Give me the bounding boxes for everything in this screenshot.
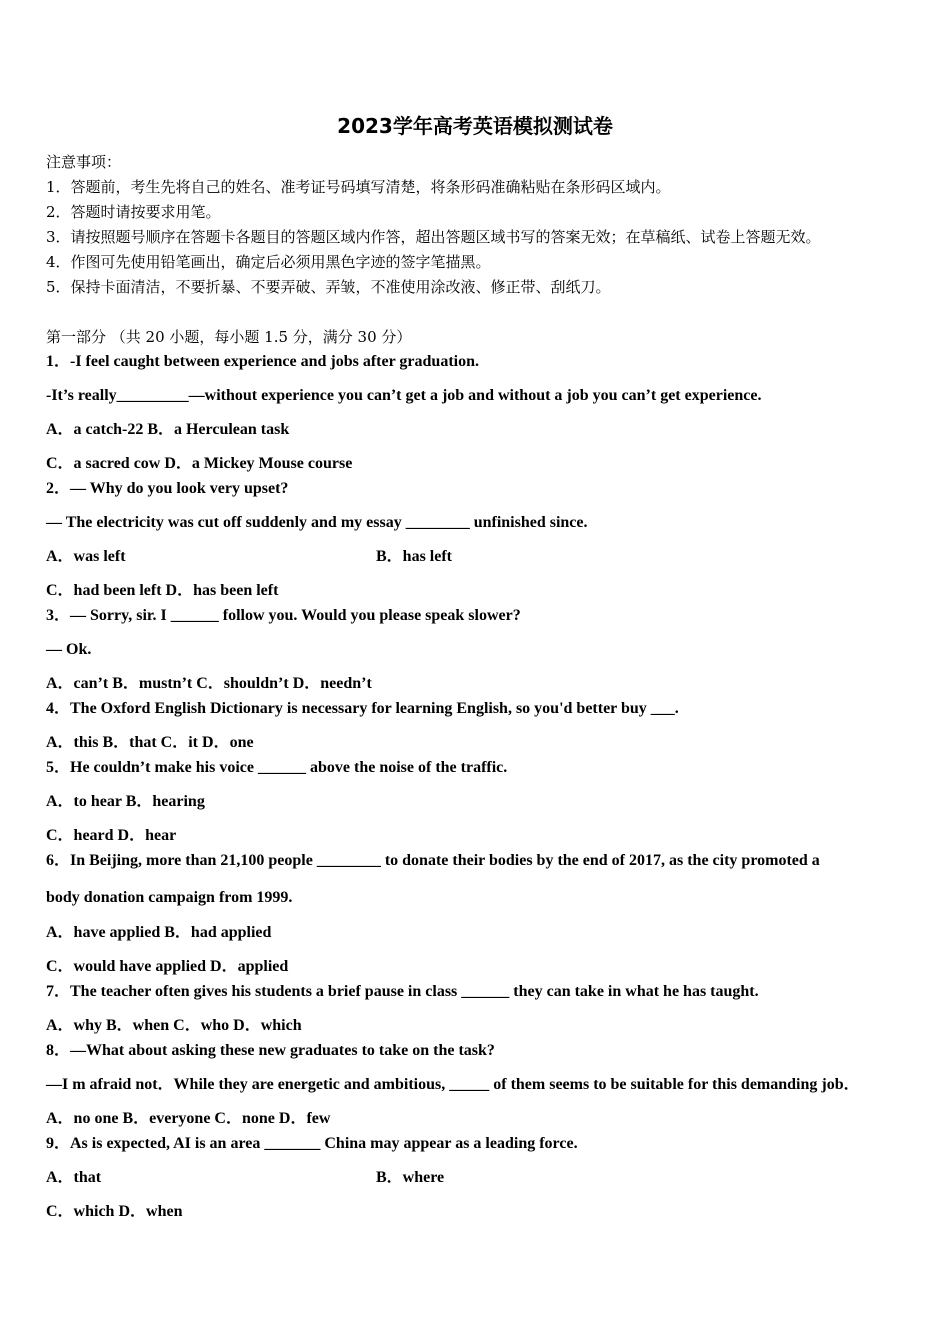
question-7-options: A．why B．when C．who D．which [46, 1017, 302, 1034]
notice-item: 5．保持卡面清洁，不要折暴、不要弄破、弄皱，不准使用涂改液、修正带、刮纸刀。 [46, 278, 611, 296]
question-6-line: body donation campaign from 1999. [46, 889, 293, 906]
question-8-line: —I m afraid not．While they are energetic and ambitious, _____ of them seems to be suitable for this demanding job． [46, 1076, 860, 1093]
question-6-options: A．have applied B．had applied [46, 924, 272, 941]
notice-item: 2．答题时请按要求用笔。 [46, 203, 221, 221]
question-1-options: A．a catch-22 B．a Herculean task [46, 421, 290, 438]
question-2-options: C．had been left D．has been left [46, 582, 279, 599]
question-9-option-b: B．where [376, 1169, 445, 1186]
page-title: 2023学年高考英语模拟测试卷 [337, 114, 613, 138]
question-3-options: A．can’t B．mustn’t C．shouldn’t D．needn’t [46, 675, 372, 692]
question-9-option-a: A．that [46, 1169, 102, 1186]
question-3-line: — Ok. [46, 641, 92, 658]
notice-item: 3．请按照题号顺序在答题卡各题目的答题区域内作答，超出答题区域书写的答案无效；在草稿纸、试卷上答题无效。 [46, 228, 821, 246]
question-4-stem: 4．The Oxford English Dictionary is necessary for learning English, so you'd better buy ___. [46, 700, 679, 717]
question-1-stem: 1．-I feel caught between experience and jobs after graduation. [46, 353, 479, 370]
question-2-line: — The electricity was cut off suddenly and my essay ________ unfinished since. [46, 514, 588, 531]
question-2-option-a: A．was left [46, 548, 126, 565]
question-7-stem: 7．The teacher often gives his students a brief pause in class ______ they can take in what he has taught. [46, 983, 759, 1000]
question-9-stem: 9．As is expected, AI is an area _______ China may appear as a leading force. [46, 1135, 578, 1152]
notice-heading: 注意事项： [46, 153, 122, 171]
question-3-stem: 3．— Sorry, sir. I ______ follow you. Would you please speak slower? [46, 607, 521, 624]
question-2-stem: 2．— Why do you look very upset? [46, 480, 289, 497]
section-heading: 第一部分 （共 20 小题，每小题 1.5 分，满分 30 分） [46, 328, 412, 346]
question-8-stem: 8．—What about asking these new graduates to take on the task? [46, 1042, 495, 1059]
question-5-stem: 5．He couldn’t make his voice ______ above the noise of the traffic. [46, 759, 508, 776]
question-1-line: -It’s really_________—without experience you can’t get a job and without a job you can’t get experience. [46, 387, 762, 404]
question-4-options: A．this B．that C．it D．one [46, 734, 254, 751]
question-1-options: C．a sacred cow D．a Mickey Mouse course [46, 455, 353, 472]
notice-item: 4．作图可先使用铅笔画出，确定后必须用黑色字迹的签字笔描黑。 [46, 253, 491, 271]
question-5-options: A．to hear B．hearing [46, 793, 205, 810]
question-9-options: C．which D．when [46, 1203, 183, 1220]
question-6-options: C．would have applied D．applied [46, 958, 289, 975]
question-8-options: A．no one B．everyone C．none D．few [46, 1110, 331, 1127]
question-6-stem: 6．In Beijing, more than 21,100 people ________ to donate their bodies by the end of 2017, as the city promoted a [46, 852, 820, 869]
question-5-options: C．heard D．hear [46, 827, 177, 844]
question-2-option-b: B．has left [376, 548, 453, 565]
notice-item: 1．答题前，考生先将自己的姓名、准考证号码填写清楚，将条形码准确粘贴在条形码区域内。 [46, 178, 671, 196]
